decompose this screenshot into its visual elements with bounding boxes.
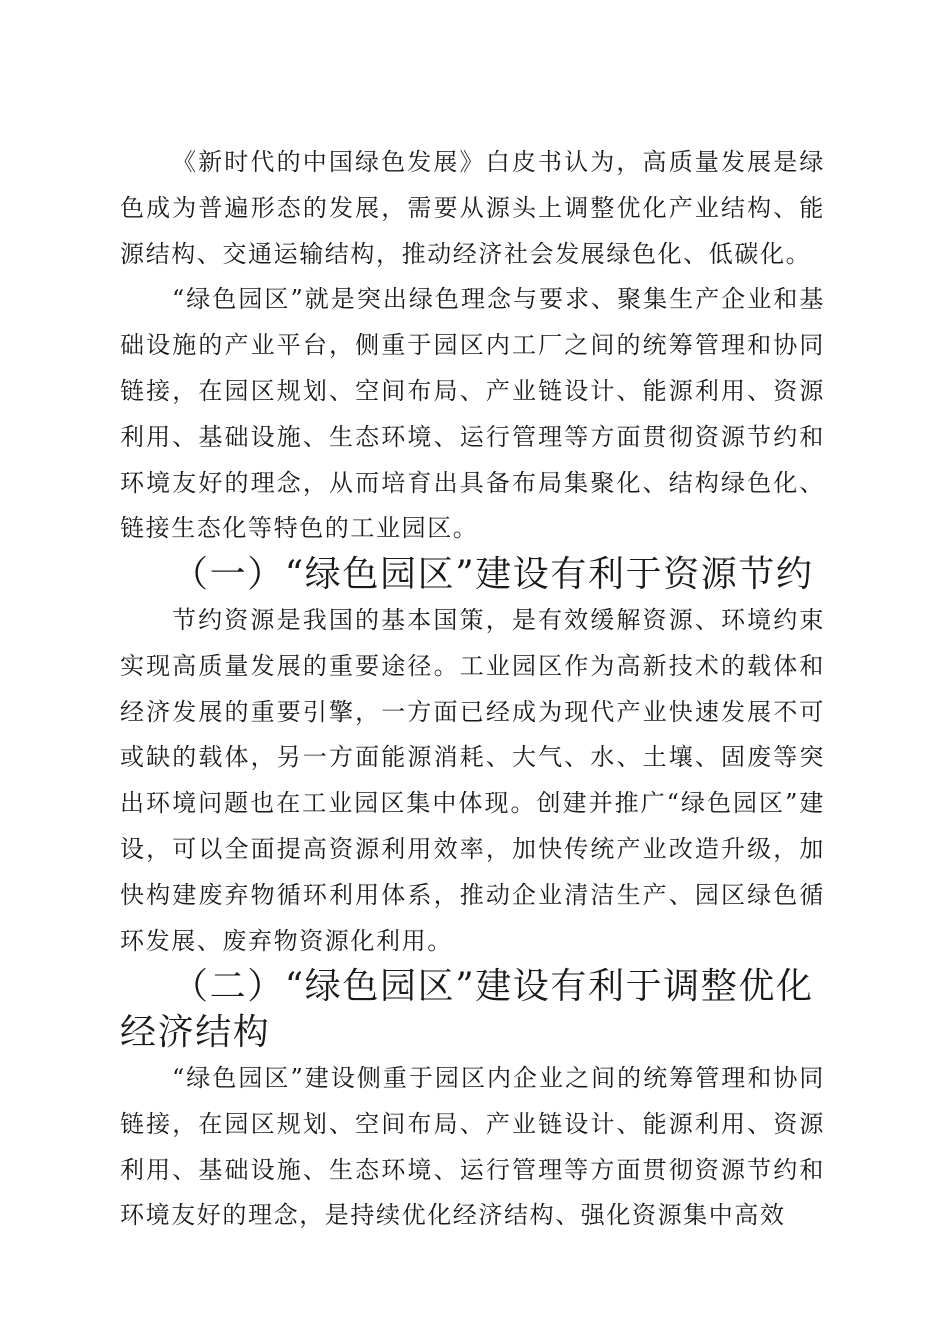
definition-paragraph: “绿色园区”就是突出绿色理念与要求、聚集生产企业和基础设施的产业平台，侧重于园区内工厂之间的统筹管理和协同链接，在园区规划、空间布局、产业链设计、能源利用、资源利用、基础设施、生态环境、运行管理等方面贯彻资源节约和环境友好的理念，从而培育出具备布局集聚化、结构绿色化、链接生态化等特色的工业园区。 <box>120 285 825 543</box>
section-1-paragraph: 节约资源是我国的基本国策，是有效缓解资源、环境约束实现高质量发展的重要途径。工业园区作为高新技术的载体和经济发展的重要引擎，一方面已经成为现代产业快速发展不可或缺的载体，另一方面能源消耗、大气、水、土壤、固废等突出环境问题也在工业园区集中体现。创建并推广“绿色园区”建设，可以全面提高资源利用效率，加快传统产业改造升级，加快构建废弃物循环利用体系，推动企业清洁生产、园区绿色循环发展、废弃物资源化利用。 <box>120 605 825 955</box>
intro-paragraph: 《新时代的中国绿色发展》白皮书认为，高质量发展是绿色成为普遍形态的发展，需要从源头上调整优化产业结构、能源结构、交通运输结构，推动经济社会发展绿色化、低碳化。 <box>120 148 825 268</box>
document-body <box>120 140 825 1239</box>
section-1-heading: （一）“绿色园区”建设有利于资源节约 <box>172 554 814 596</box>
section-2-paragraph: “绿色园区”建设侧重于园区内企业之间的统筹管理和协同链接，在园区规划、空间布局、产业链设计、能源利用、资源利用、基础设施、生态环境、运行管理等方面贯彻资源节约和环境友好的理念，是持续优化经济结构、强化资源集中高效 <box>120 1063 825 1230</box>
section-2-heading: （二）“绿色园区”建设有利于调整优化经济结构 <box>120 966 814 1054</box>
